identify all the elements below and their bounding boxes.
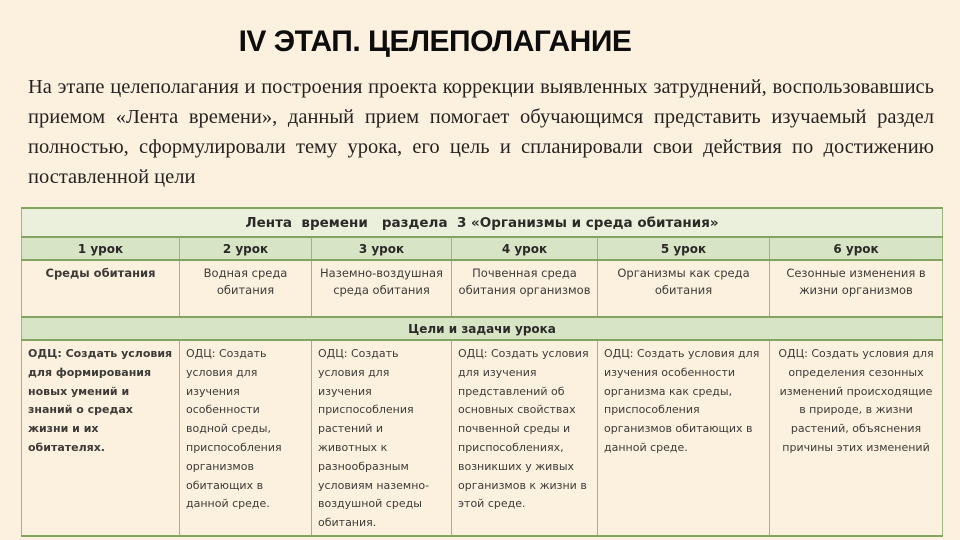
goal-cell-3: ОДЦ: Создать условия для изучения приспособления растений и животных к разнообразным условиям наземно-воздушной среды обитания. (312, 340, 452, 536)
lesson-header-row (22, 237, 943, 260)
lesson-header-6: 6 урок (770, 237, 943, 260)
table-title: Лента времени раздела 3 «Организмы и среда обитания» (22, 208, 943, 237)
habitat-row (22, 260, 943, 317)
habitat-cell-4: Организмы как среда обитания (598, 260, 770, 317)
intro-paragraph: На этапе целеполагания и построения проекта коррекции выявленных затруднений, воспользовавшись приемом «Лента времени», данный прием помогает обучающимся представить изучаемый раздел полностью, сформулировали тему урока, его цель и спланировали свои действия по достижению поставленной цели (28, 76, 934, 188)
habitat-cell-1: Водная среда обитания (180, 260, 312, 317)
lesson-header-3: 3 урок (312, 237, 452, 260)
lesson-header-4: 4 урок (452, 237, 598, 260)
goals-row (22, 340, 943, 536)
lesson-header-5: 5 урок (598, 237, 770, 260)
goal-cell-2: ОДЦ: Создать условия для изучения особенности водной среды, приспособления организмов обитающих в данной среде. (180, 340, 312, 536)
habitat-cell-5: Сезонные изменения в жизни организмов (770, 260, 943, 317)
timeline-table (21, 207, 943, 537)
slide-title: IV ЭТАП. ЦЕЛЕПОЛАГАНИЕ (238, 25, 632, 58)
goals-header: Цели и задачи урока (22, 317, 943, 340)
goals-header-row (22, 317, 943, 340)
goal-cell-1: ОДЦ: Создать условия для формирования новых умений и знаний о средах жизни и их обитателях. (22, 340, 180, 536)
lesson-header-2: 2 урок (180, 237, 312, 260)
habitat-row-label: Среды обитания (22, 260, 180, 317)
habitat-cell-2: Наземно-воздушная среда обитания (312, 260, 452, 317)
lesson-header-1: 1 урок (22, 237, 180, 260)
goal-cell-4: ОДЦ: Создать условия для изучения представлений об основных свойствах почвенной среды и приспособлениях, возникших у живых организмов к жизни в этой среде. (452, 340, 598, 536)
table-title-row (22, 208, 943, 237)
goal-cell-6: ОДЦ: Создать условия для определения сезонных изменений происходящие в природе, в жизни растений, объяснения причины этих изменений (770, 340, 943, 536)
habitat-cell-3: Почвенная среда обитания организмов (452, 260, 598, 317)
goal-cell-5: ОДЦ: Создать условия для изучения особенности организма как среды, приспособления организмов обитающих в данной среде. (598, 340, 770, 536)
